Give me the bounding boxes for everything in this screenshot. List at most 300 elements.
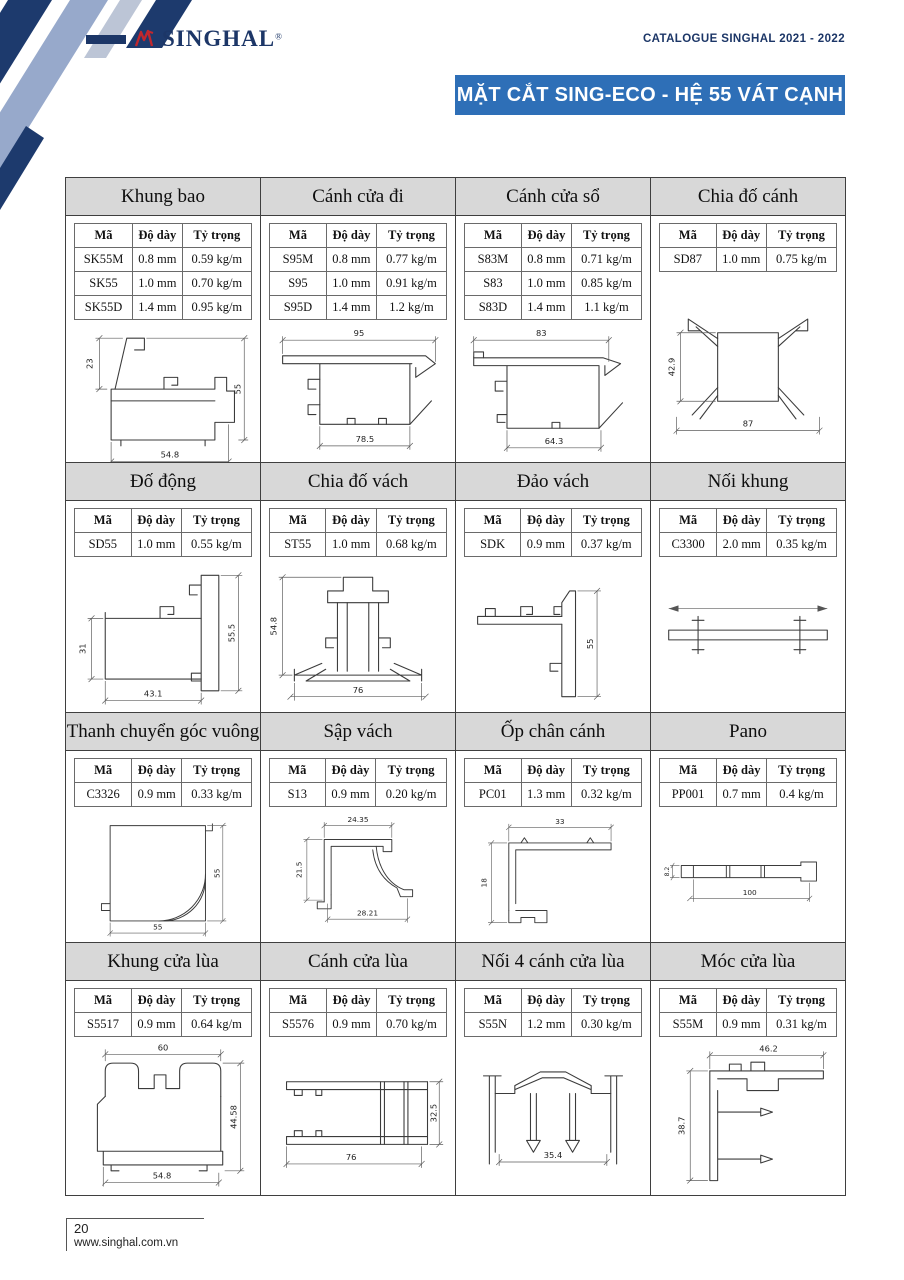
col-code: Mã — [465, 989, 522, 1013]
dimension-label: 55 — [232, 383, 243, 395]
logo-mark-icon — [133, 29, 155, 49]
profile-path — [101, 823, 212, 910]
col-thickness: Độ dày — [133, 224, 183, 248]
dimension-path — [670, 862, 680, 879]
dimension-path — [279, 574, 342, 678]
dimension-path — [707, 1051, 826, 1069]
profile-drawing — [261, 1037, 455, 1195]
weight: 1.2 kg/m — [376, 296, 446, 320]
table-header-row — [660, 759, 837, 783]
profile-title: Cánh cửa sổ — [456, 178, 650, 216]
col-weight: Tỷ trọng — [182, 989, 252, 1013]
dimension-label: 54.8 — [160, 449, 180, 460]
col-thickness: Độ dày — [132, 759, 182, 783]
dimension-path — [303, 836, 322, 902]
dimension-path — [677, 330, 716, 404]
profile-path — [718, 333, 779, 402]
profile-drawing — [456, 807, 650, 942]
profile-title: Cánh cửa lùa — [261, 943, 455, 981]
profile-title: Cánh cửa đi — [261, 178, 455, 216]
code: S95D — [270, 296, 327, 320]
profile-path — [328, 577, 389, 602]
code: S55M — [660, 1013, 717, 1037]
table-row — [660, 248, 837, 272]
dimension-path — [488, 840, 507, 925]
thickness: 2.0 mm — [717, 533, 767, 557]
dimension-label: 23 — [84, 358, 95, 369]
profile-drawing — [456, 557, 650, 712]
dimension-label: 83 — [535, 328, 547, 339]
table-row — [75, 783, 252, 807]
thickness: 1.0 mm — [326, 533, 376, 557]
thickness: 1.0 mm — [521, 272, 571, 296]
spec-table — [269, 508, 447, 557]
col-weight: Tỷ trọng — [571, 989, 641, 1013]
profile-title: Thanh chuyển góc vuông — [66, 713, 260, 751]
profile-section-drawing — [460, 1042, 646, 1190]
thickness: 1.4 mm — [521, 296, 571, 320]
dimension-label: 21.5 — [294, 861, 304, 878]
col-thickness: Độ dày — [131, 509, 181, 533]
profile-path — [692, 616, 806, 653]
profile-path — [324, 839, 392, 901]
profile-drawing — [651, 557, 845, 712]
profile-section-drawing — [79, 810, 247, 940]
profile-section-drawing — [274, 810, 442, 940]
profile-drawing — [651, 807, 845, 942]
weight: 0.71 kg/m — [571, 248, 641, 272]
code: SDK — [465, 533, 521, 557]
code: S5576 — [270, 1013, 327, 1037]
profile-drawing — [66, 807, 260, 942]
profile-cell-do-dong — [66, 463, 261, 713]
col-code: Mã — [465, 759, 522, 783]
table-row — [465, 533, 642, 557]
spec-table — [464, 988, 642, 1037]
thickness: 1.4 mm — [133, 296, 183, 320]
col-thickness: Độ dày — [717, 509, 767, 533]
profile-path — [111, 377, 215, 446]
spec-table — [74, 223, 252, 320]
weight: 0.70 kg/m — [182, 272, 251, 296]
spec-table — [464, 223, 642, 320]
table-row — [465, 783, 642, 807]
col-code: Mã — [660, 989, 717, 1013]
singhal-logo — [86, 27, 282, 51]
table-header-row — [465, 509, 642, 533]
code: C3326 — [75, 783, 132, 807]
profile-path — [287, 1131, 428, 1145]
table-row — [75, 1013, 252, 1037]
col-code: Mã — [660, 224, 717, 248]
col-weight: Tỷ trọng — [571, 509, 641, 533]
profile-cell-canh-cua-lua — [261, 943, 456, 1196]
profile-section-drawing — [655, 561, 841, 709]
table-row — [75, 248, 252, 272]
table-row — [270, 272, 447, 296]
profile-title: Nối khung — [651, 463, 845, 501]
profile-path — [115, 338, 144, 389]
profile-title: Khung bao — [66, 178, 260, 216]
dimension-label: 31 — [77, 642, 88, 654]
col-weight: Tỷ trọng — [767, 759, 837, 783]
logo-name — [162, 27, 282, 51]
profile-path — [294, 663, 421, 681]
spec-table — [659, 508, 837, 557]
col-weight: Tỷ trọng — [767, 509, 837, 533]
profile-path — [326, 602, 391, 671]
profile-section-drawing — [460, 320, 646, 463]
col-code: Mã — [270, 989, 327, 1013]
col-code: Mã — [270, 509, 326, 533]
spec-table — [659, 758, 837, 807]
weight: 0.37 kg/m — [571, 533, 641, 557]
profile-cell-op-chan-canh — [456, 713, 651, 943]
profile-path — [509, 837, 611, 910]
thickness: 0.9 mm — [325, 783, 376, 807]
thickness: 0.8 mm — [133, 248, 183, 272]
profile-path — [669, 630, 828, 640]
col-thickness: Độ dày — [327, 989, 377, 1013]
code: S55N — [465, 1013, 522, 1037]
dimension-path — [506, 823, 613, 840]
spec-table — [464, 758, 642, 807]
profile-cell-chia-do-canh — [651, 178, 846, 463]
code: S95M — [270, 248, 327, 272]
profile-drawing — [66, 557, 260, 712]
col-thickness: Độ dày — [521, 224, 571, 248]
profile-path — [527, 1093, 580, 1152]
website-url: www.singhal.com.vn — [74, 1237, 179, 1249]
profile-section-drawing — [460, 561, 646, 709]
thickness: 1.0 mm — [133, 272, 183, 296]
table-header-row — [465, 989, 642, 1013]
profile-path — [710, 1071, 773, 1181]
profile-cell-noi-4-canh-cua-lua — [456, 943, 651, 1196]
profile-cell-pano — [651, 713, 846, 943]
weight: 0.85 kg/m — [571, 272, 641, 296]
table-row — [270, 296, 447, 320]
logo-registered-mark: ® — [275, 31, 282, 42]
profile-title: Khung cửa lùa — [66, 943, 260, 981]
weight: 0.35 kg/m — [767, 533, 837, 557]
dimension-label: 32.5 — [428, 1103, 439, 1123]
spec-table — [659, 988, 837, 1037]
table-header-row — [270, 989, 447, 1013]
dimension-label: 43.1 — [143, 688, 163, 699]
logo-text: SINGHAL — [162, 26, 276, 51]
col-weight: Tỷ trọng — [182, 224, 251, 248]
weight: 0.33 kg/m — [182, 783, 252, 807]
thickness: 1.3 mm — [521, 783, 571, 807]
col-code: Mã — [660, 759, 717, 783]
profile-section-drawing — [265, 320, 451, 463]
spec-table — [269, 988, 447, 1037]
dimension-label: 55 — [153, 922, 163, 932]
page-title-banner: MẶT CẮT SING-ECO - HỆ 55 VÁT CẠNH — [455, 75, 845, 115]
page-footer — [66, 1218, 204, 1251]
spec-table — [269, 223, 447, 320]
weight: 0.91 kg/m — [376, 272, 446, 296]
profile-path — [111, 377, 234, 440]
weight: 0.55 kg/m — [181, 533, 251, 557]
weight: 0.77 kg/m — [376, 248, 446, 272]
profile-cell-sap-vach — [261, 713, 456, 943]
code: S83 — [465, 272, 522, 296]
profile-cell-canh-cua-so — [456, 178, 651, 463]
spec-table — [464, 508, 642, 557]
col-code: Mã — [75, 989, 132, 1013]
code: S83D — [465, 296, 522, 320]
col-thickness: Độ dày — [521, 759, 571, 783]
table-row — [75, 533, 252, 557]
col-weight: Tỷ trọng — [766, 989, 836, 1013]
dimension-label: 55 — [585, 638, 596, 649]
spec-table — [74, 988, 252, 1037]
profile-path — [283, 356, 436, 425]
profile-drawing — [66, 320, 260, 463]
col-weight: Tỷ trọng — [182, 759, 252, 783]
code: SK55M — [75, 248, 133, 272]
profile-title: Móc cửa lùa — [651, 943, 845, 981]
profile-path — [308, 379, 431, 424]
col-weight: Tỷ trọng — [571, 224, 641, 248]
thickness: 0.9 mm — [521, 533, 571, 557]
profile-cell-khung-cua-lua — [66, 943, 261, 1196]
profile-section-drawing — [70, 561, 256, 709]
table-row — [465, 248, 642, 272]
col-code: Mã — [75, 509, 132, 533]
spec-table — [659, 223, 837, 272]
thickness: 0.9 mm — [716, 1013, 766, 1037]
col-code: Mã — [270, 224, 327, 248]
dimension-label: 42.9 — [666, 357, 677, 377]
col-thickness: Độ dày — [326, 509, 376, 533]
spec-table — [269, 758, 447, 807]
table-header-row — [75, 509, 252, 533]
dimension-label: 46.2 — [759, 1043, 778, 1054]
weight: 0.70 kg/m — [377, 1013, 447, 1037]
col-thickness: Độ dày — [716, 989, 766, 1013]
table-header-row — [270, 759, 447, 783]
profile-path — [110, 825, 205, 920]
profile-path — [105, 606, 201, 678]
weight: 0.20 kg/m — [376, 783, 447, 807]
profile-section-drawing — [655, 1040, 841, 1192]
profile-drawing — [651, 1037, 845, 1195]
profiles-grid — [65, 177, 846, 1196]
profile-title: Ốp chân cánh — [456, 713, 650, 751]
weight: 0.32 kg/m — [571, 783, 641, 807]
code: C3300 — [660, 533, 717, 557]
table-header-row — [75, 989, 252, 1013]
weight: 0.68 kg/m — [376, 533, 446, 557]
col-thickness: Độ dày — [326, 224, 376, 248]
col-code: Mã — [75, 759, 132, 783]
dimension-path — [280, 336, 439, 361]
code: SK55 — [75, 272, 133, 296]
col-code: Mã — [465, 224, 522, 248]
dimension-label: 95 — [353, 328, 365, 339]
table-header-row — [270, 509, 447, 533]
code: S5517 — [75, 1013, 132, 1037]
dimension-label: 33 — [555, 816, 565, 826]
thickness: 1.0 mm — [716, 248, 766, 272]
profile-section-drawing — [664, 810, 832, 940]
profile-path — [710, 1062, 824, 1090]
profile-path — [801, 862, 817, 881]
table-header-row — [75, 759, 252, 783]
col-code: Mã — [75, 224, 133, 248]
col-code: Mã — [660, 509, 717, 533]
spec-table — [74, 758, 252, 807]
dimension-label: 64.3 — [544, 435, 564, 446]
col-weight: Tỷ trọng — [181, 509, 251, 533]
table-row — [465, 296, 642, 320]
dimension-label: 54.8 — [268, 616, 279, 635]
code: SD55 — [75, 533, 132, 557]
profile-drawing — [456, 320, 650, 463]
weight: 0.75 kg/m — [766, 248, 836, 272]
dimension-label: 24.35 — [347, 814, 369, 824]
table-header-row — [270, 224, 447, 248]
profile-drawing — [651, 272, 845, 462]
dimension-label: 54.8 — [152, 1170, 172, 1181]
weight: 0.64 kg/m — [182, 1013, 252, 1037]
col-weight: Tỷ trọng — [571, 759, 641, 783]
profile-path — [474, 358, 621, 428]
table-row — [660, 533, 837, 557]
table-header-row — [660, 989, 837, 1013]
profile-drawing — [66, 1037, 260, 1195]
table-row — [270, 533, 447, 557]
col-thickness: Độ dày — [717, 759, 767, 783]
table-row — [75, 296, 252, 320]
thickness: 1.0 mm — [326, 272, 376, 296]
thickness: 0.9 mm — [132, 783, 182, 807]
dimension-label: 55.5 — [226, 623, 237, 642]
code: PP001 — [660, 783, 717, 807]
dimension-label: 87 — [742, 418, 754, 429]
col-thickness: Độ dày — [521, 989, 571, 1013]
profile-section-drawing — [70, 320, 256, 463]
code: S95 — [270, 272, 327, 296]
profile-title: Đảo vách — [456, 463, 650, 501]
weight: 0.30 kg/m — [571, 1013, 641, 1037]
profile-title: Chia đố cánh — [651, 178, 845, 216]
catalogue-label: CATALOGUE SINGHAL 2021 - 2022 — [642, 33, 845, 45]
weight: 0.31 kg/m — [766, 1013, 836, 1037]
profile-drawing — [261, 320, 455, 463]
code: S83M — [465, 248, 522, 272]
dimension-label: 35.4 — [543, 1150, 563, 1161]
table-header-row — [660, 224, 837, 248]
table-header-row — [660, 509, 837, 533]
code: PC01 — [465, 783, 522, 807]
dimension-label: 76 — [352, 684, 364, 695]
thickness: 0.7 mm — [717, 783, 767, 807]
profile-section-drawing — [469, 810, 637, 940]
code: S13 — [270, 783, 326, 807]
dimension-label: 28.21 — [356, 908, 379, 918]
dimension-path — [322, 822, 395, 838]
dimension-label: 44.58 — [228, 1105, 239, 1129]
dimension-label: 60 — [157, 1042, 169, 1053]
col-thickness: Độ dày — [521, 509, 571, 533]
col-code: Mã — [465, 509, 521, 533]
weight: 1.1 kg/m — [571, 296, 641, 320]
profile-path — [550, 590, 575, 696]
table-row — [465, 1013, 642, 1037]
profile-cell-khung-bao — [66, 178, 261, 463]
profile-section-drawing — [655, 293, 841, 441]
weight: 0.4 kg/m — [767, 783, 837, 807]
thickness: 0.9 mm — [132, 1013, 182, 1037]
col-thickness: Độ dày — [716, 224, 766, 248]
profile-title: Đố động — [66, 463, 260, 501]
profile-path — [105, 1063, 221, 1096]
profile-path — [381, 1082, 428, 1145]
table-row — [270, 248, 447, 272]
spec-table — [74, 508, 252, 557]
profile-path — [688, 319, 807, 419]
profile-title: Pano — [651, 713, 845, 751]
col-thickness: Độ dày — [325, 759, 376, 783]
profile-title: Sập vách — [261, 713, 455, 751]
table-row — [270, 1013, 447, 1037]
table-header-row — [465, 759, 642, 783]
col-weight: Tỷ trọng — [377, 989, 447, 1013]
col-weight: Tỷ trọng — [766, 224, 836, 248]
dimension-label: 100 — [742, 887, 757, 897]
profile-section-drawing — [70, 1040, 256, 1192]
profile-cell-thanh-chuyen-goc-vuong — [66, 713, 261, 943]
code: SK55D — [75, 296, 133, 320]
dimension-label: 8.2 — [664, 866, 672, 876]
table-row — [465, 272, 642, 296]
profile-title: Nối 4 cánh cửa lùa — [456, 943, 650, 981]
thickness: 0.8 mm — [521, 248, 571, 272]
profile-section-drawing — [265, 1042, 451, 1190]
profile-title: Chia đố vách — [261, 463, 455, 501]
table-header-row — [75, 224, 252, 248]
table-row — [660, 1013, 837, 1037]
thickness: 1.2 mm — [521, 1013, 571, 1037]
profile-path — [159, 874, 206, 921]
table-row — [75, 272, 252, 296]
dimension-path — [686, 1068, 708, 1184]
dimension-label: 76 — [345, 1152, 357, 1163]
profile-cell-noi-khung — [651, 463, 846, 713]
logo-dash — [86, 35, 126, 44]
page-number: 20 — [74, 1221, 89, 1236]
dimension-label: 55 — [212, 868, 222, 878]
weight: 0.59 kg/m — [182, 248, 251, 272]
dimension-path — [88, 615, 104, 682]
profile-cell-moc-cua-lua — [651, 943, 846, 1196]
weight: 0.95 kg/m — [182, 296, 251, 320]
profile-cell-canh-cua-di — [261, 178, 456, 463]
profile-section-drawing — [265, 561, 451, 709]
profile-path — [495, 1072, 611, 1094]
profile-drawing — [261, 807, 455, 942]
profile-drawing — [456, 1037, 650, 1195]
dimension-label: 38.7 — [676, 1116, 687, 1136]
col-thickness: Độ dày — [132, 989, 182, 1013]
profile-drawing — [261, 557, 455, 712]
profile-path — [681, 865, 801, 877]
table-row — [270, 783, 447, 807]
